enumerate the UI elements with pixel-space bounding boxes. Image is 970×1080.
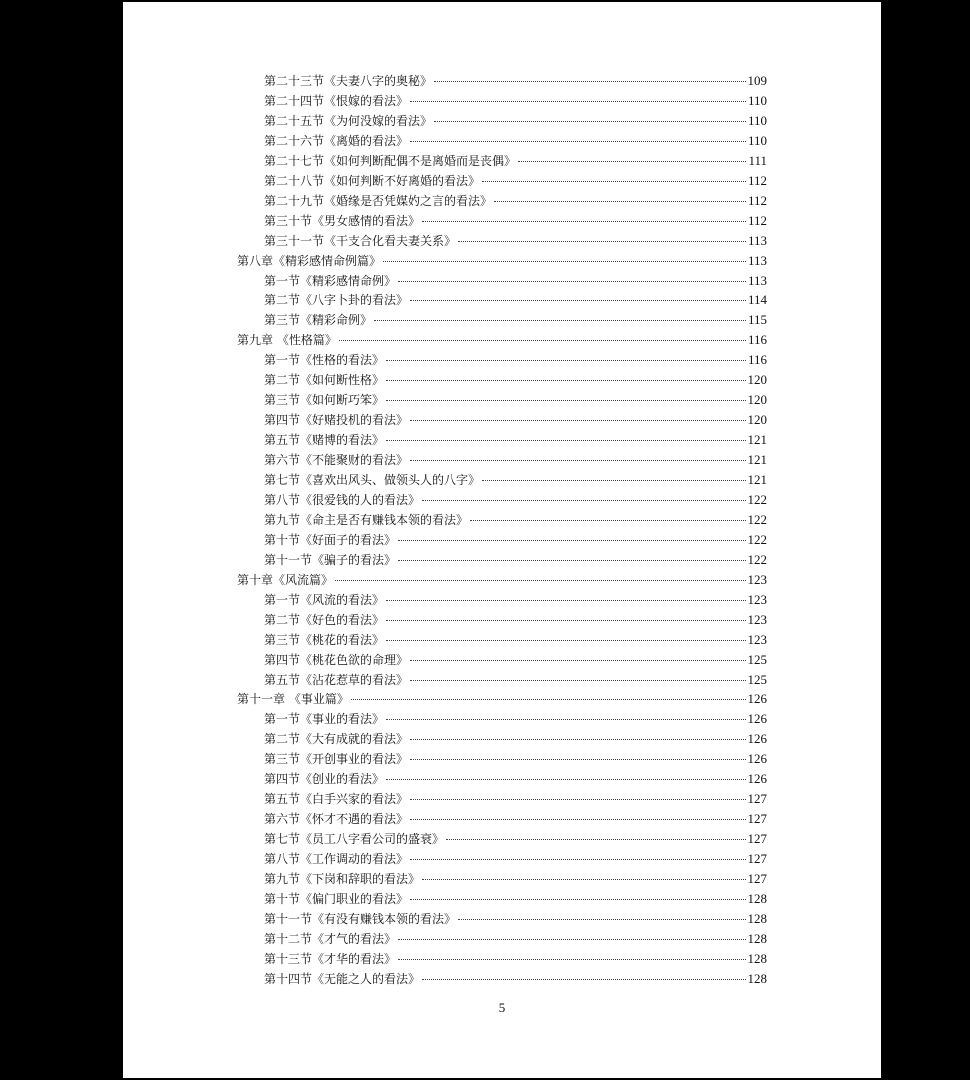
toc-dot-leader [398,539,745,541]
toc-entry-page: 113 [747,272,767,288]
toc-entry-page: 112 [747,192,767,208]
toc-entry-title: 第八节《工作调动的看法》 [264,852,409,867]
toc-entry-title: 第二十九节《婚缘是否凭媒妁之言的看法》 [264,193,493,208]
toc-entry-title: 第一节《性格的看法》 [264,353,385,368]
toc-section-entry [264,172,767,190]
toc-dot-leader [386,778,745,780]
toc-dot-leader [410,679,745,681]
toc-entry-title: 第三节《如何断巧笨》 [264,393,385,408]
toc-section-entry [264,551,767,569]
toc-dot-leader [386,639,745,641]
toc-dot-leader [386,619,745,621]
toc-entry-page: 109 [747,73,767,88]
toc-dot-leader [398,958,745,960]
toc-dot-leader [410,738,745,740]
toc-entry-title: 第四节《桃花色欲的命理》 [264,652,409,667]
toc-entry-title: 第一节《风流的看法》 [264,592,385,607]
toc-dot-leader [434,80,745,82]
toc-entry-title: 第八章《精彩感情命例篇》 [237,253,382,268]
toc-entry-title: 第二十五节《为何没嫁的看法》 [264,113,433,128]
toc-entry-page: 126 [747,731,767,747]
toc-entry-title: 第五节《沾花惹草的看法》 [264,672,409,687]
toc-section-entry [264,192,767,210]
toc-dot-leader [339,339,746,341]
toc-dot-leader [410,140,746,142]
toc-entry-title: 第十四节《无能之人的看法》 [264,971,421,986]
toc-entry-title: 第十一节《有没有赚钱本领的看法》 [264,911,457,926]
toc-entry-title: 第三节《桃花的看法》 [264,632,385,647]
toc-dot-leader [446,838,745,840]
toc-dot-leader [386,399,745,401]
toc-entry-page: 122 [747,491,767,507]
toc-chapter-entry [237,252,767,270]
toc-dot-leader [410,100,746,102]
toc-entry-page: 127 [747,831,767,847]
toc-section-entry [264,471,767,489]
toc-dot-leader [482,479,745,481]
toc-entry-page: 127 [747,811,767,827]
toc-entry-page: 123 [747,591,767,607]
toc-entry-page: 116 [747,332,767,348]
toc-entry-title: 第一节《事业的看法》 [264,712,385,727]
toc-entry-page: 121 [747,432,767,448]
toc-dot-leader [386,599,745,601]
toc-entry-title: 第十三节《才华的看法》 [264,951,397,966]
toc-dot-leader [422,878,745,880]
toc-section-entry [264,790,767,808]
toc-entry-page: 116 [747,352,767,368]
toc-dot-leader [410,818,745,820]
toc-entry-title: 第九节《命主是否有赚钱本领的看法》 [264,512,469,527]
toc-entry-page: 127 [747,851,767,867]
toc-entry-page: 120 [747,392,767,408]
toc-section-entry [264,112,767,130]
toc-section-entry [264,491,767,509]
toc-section-entry [264,152,767,170]
toc-entry-title: 第三节《开创事业的看法》 [264,752,409,767]
toc-entry-title: 第二节《八字卜卦的看法》 [264,293,409,308]
toc-entry-title: 第四节《好赌投机的看法》 [264,413,409,428]
toc-section-entry [264,890,767,908]
toc-section-entry [264,72,767,90]
toc-section-entry [264,671,767,689]
toc-entry-page: 122 [747,511,767,527]
toc-entry-page: 126 [747,771,767,787]
toc-dot-leader [386,379,745,381]
toc-section-entry [264,651,767,669]
toc-dot-leader [422,978,745,980]
toc-section-entry [264,92,767,110]
page-number: 5 [498,1000,506,1015]
toc-dot-leader [386,359,746,361]
toc-section-entry [264,291,767,309]
toc-entry-page: 120 [747,412,767,428]
toc-entry-title: 第五节《赌博的看法》 [264,433,385,448]
toc-entry-page: 111 [748,152,767,168]
toc-section-entry [264,830,767,848]
toc-entry-title: 第二节《好色的看法》 [264,612,385,627]
toc-dot-leader [386,718,745,720]
toc-section-entry [264,132,767,150]
toc-entry-page: 123 [747,611,767,627]
toc-entry-title: 第二十八节《如何判断不好离婚的看法》 [264,173,481,188]
toc-dot-leader [494,200,746,202]
toc-entry-title: 第三十节《男女感情的看法》 [264,213,421,228]
toc-section-entry [264,611,767,629]
toc-dot-leader [335,579,745,581]
toc-entry-title: 第七节《喜欢出风头、做领头人的八字》 [264,473,481,487]
toc-section-entry [264,870,767,888]
toc-section-entry [264,810,767,828]
toc-dot-leader [410,299,746,301]
toc-section-entry [264,631,767,649]
toc-entry-page: 126 [747,751,767,767]
toc-section-entry [264,272,767,290]
toc-entry-page: 125 [747,651,767,667]
toc-dot-leader [410,419,745,421]
toc-section-entry [264,770,767,788]
toc-section-entry [264,411,767,429]
toc-entry-title: 第八节《很爱钱的人的看法》 [264,492,421,507]
toc-entry-page: 112 [747,172,767,188]
toc-dot-leader [434,120,746,122]
toc-entry-title: 第五节《白手兴家的看法》 [264,792,409,807]
toc-section-entry [264,950,767,968]
toc-entry-title: 第六节《怀才不遇的看法》 [264,812,409,827]
toc-dot-leader [410,659,745,661]
toc-dot-leader [374,319,746,321]
toc-dot-leader [422,220,746,222]
toc-entry-page: 110 [747,112,767,128]
toc-entry-title: 第四节《创业的看法》 [264,772,385,787]
toc-entry-title: 第十节《偏门职业的看法》 [264,891,409,906]
toc-dot-leader [518,160,746,162]
toc-entry-title: 第十一章 《事业篇》 [237,692,349,707]
toc-entry-title: 第二十七节《如何判断配偶不是离婚而是丧偶》 [264,153,517,168]
toc-entry-page: 112 [747,212,767,228]
toc-entry-title: 第二节《大有成就的看法》 [264,732,409,747]
toc-dot-leader [410,898,745,900]
toc-entry-page: 110 [747,132,767,148]
toc-dot-leader [458,240,746,242]
toc-dot-leader [410,459,745,461]
toc-entry-page: 128 [747,950,767,966]
toc-section-entry [264,391,767,409]
toc-entry-page: 125 [747,671,767,687]
toc-entry-page: 127 [747,871,767,886]
toc-entry-title: 第九章 《性格篇》 [237,333,337,348]
toc-entry-title: 第二节《如何断性格》 [264,373,385,388]
toc-entry-page: 122 [747,551,767,567]
toc-section-entry [264,710,767,728]
toc-dot-leader [470,519,745,521]
toc-entry-page: 128 [747,930,767,946]
toc-entry-page: 123 [747,631,767,647]
toc-section-entry [264,910,767,928]
toc-section-entry [264,930,767,948]
toc-section-entry [264,750,767,768]
toc-entry-page: 122 [747,531,767,547]
toc-entry-title: 第一节《精彩感情命例》 [264,273,397,288]
toc-entry-page: 128 [747,890,767,906]
toc-entry-title: 第二十四节《恨嫁的看法》 [264,93,409,108]
toc-entry-page: 113 [747,252,767,268]
toc-section-entry [264,531,767,549]
toc-dot-leader [398,938,745,940]
toc-section-entry [264,591,767,609]
toc-entry-page: 127 [747,791,767,807]
toc-section-entry [264,970,767,988]
toc-dot-leader [383,260,746,262]
toc-dot-leader [410,798,745,800]
toc-section-entry [264,431,767,449]
toc-dot-leader [351,698,746,700]
toc-dot-leader [422,499,745,501]
toc-chapter-entry [237,571,767,589]
toc-entry-title: 第十一节《骗子的看法》 [264,552,397,567]
toc-chapter-entry [237,690,767,708]
toc-entry-page: 123 [747,571,767,587]
toc-dot-leader [398,280,746,282]
toc-section-entry [264,311,767,329]
toc-entry-title: 第七节《员工八字看公司的盛衰》 [264,832,445,847]
toc-entry-page: 126 [747,691,767,707]
toc-section-entry [264,511,767,529]
toc-dot-leader [398,559,745,561]
toc-dot-leader [410,758,745,760]
toc-section-entry [264,730,767,748]
toc-entry-page: 126 [747,711,767,727]
toc-section-entry [264,371,767,389]
toc-chapter-entry [237,331,767,349]
toc-section-entry [264,212,767,230]
toc-section-entry [264,451,767,469]
toc-dot-leader [482,180,746,182]
toc-entry-title: 第二十六节《离婚的看法》 [264,133,409,148]
toc-dot-leader [386,439,745,441]
toc-section-entry [264,232,767,250]
toc-entry-title: 第十二节《才气的看法》 [264,931,397,946]
toc-entry-title: 第九节《下岗和辞职的看法》 [264,872,421,886]
toc-entry-page: 120 [747,372,767,388]
toc-entry-page: 128 [747,910,767,926]
toc-entry-page: 110 [747,92,767,108]
toc-entry-title: 第三十一节《干支合化看夫妻关系》 [264,233,457,248]
toc-entry-title: 第六节《不能聚财的看法》 [264,453,409,468]
toc-entry-page: 121 [747,452,767,468]
toc-entry-page: 121 [747,472,767,487]
toc-section-entry [264,850,767,868]
toc-entry-page: 115 [747,312,767,328]
toc-entry-page: 114 [747,292,767,308]
toc-entry-title: 第十章《风流篇》 [237,572,334,587]
toc-dot-leader [410,858,745,860]
toc-entry-page: 113 [747,232,767,248]
document-page [123,2,881,1078]
toc-dot-leader [458,918,745,920]
toc-entry-title: 第二十三节《夫妻八字的奥秘》 [264,74,433,88]
toc-entry-title: 第三节《精彩命例》 [264,313,373,328]
toc-entry-title: 第十节《好面子的看法》 [264,532,397,547]
toc-entry-page: 128 [747,970,767,986]
toc-section-entry [264,351,767,369]
